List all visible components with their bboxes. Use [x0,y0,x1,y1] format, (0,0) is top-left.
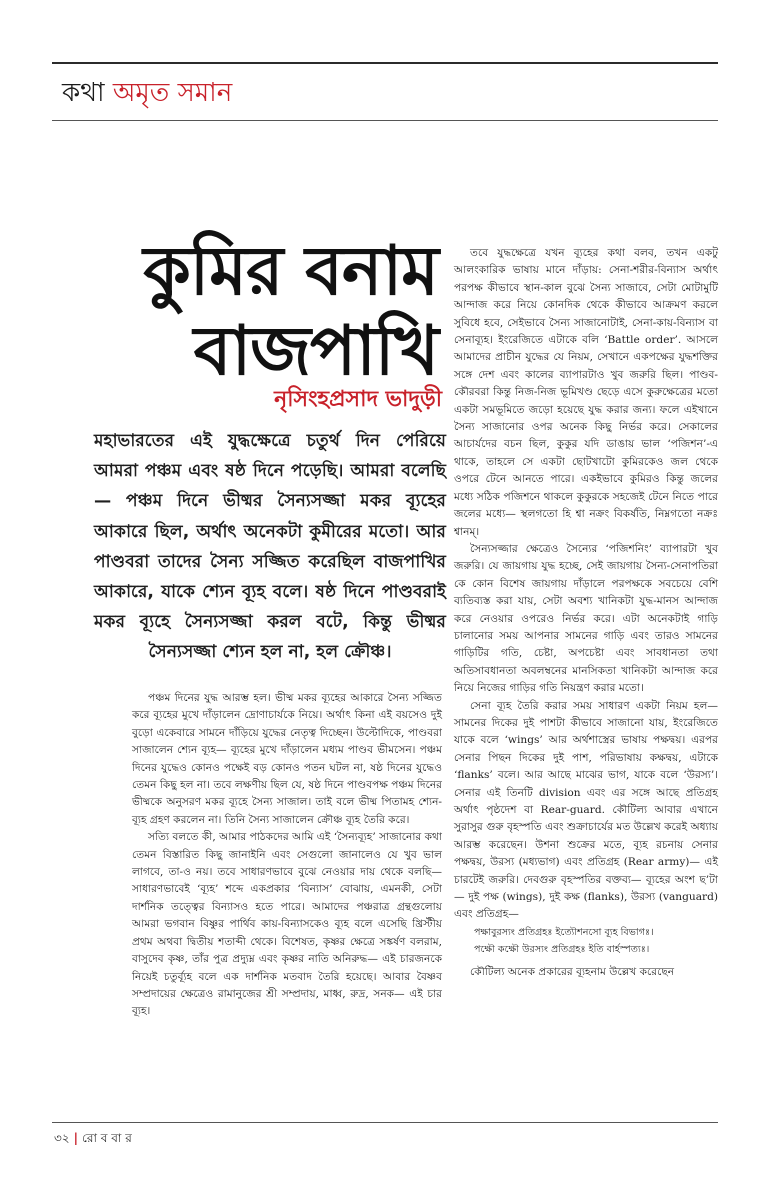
right-paragraph-2: সৈন্যসজ্জার ক্ষেত্রেও সৈন্যের ‘পজিশনিং’ ব্যাপারটা খুব জরুরি। যে জায়গায় যুদ্ধ হচ্ছে, সেই জায়গায় সৈন্য-সেনাপতিরা কে কোন বিশেষ জায়গায় দাঁড়ালে পরপক্ষকে সবচেয়ে বেশি ব্যতিব্যস্ত করা যায়, সেটা অবশ্য খানিকটা যুদ্ধ-মানস আন্দাজ করে নেওয়ার ওপরেও নির্ভর করে। এটা অনেকটাই গাড়ি চালানোর সময় আপনার সামনের গাড়ি এবং তারও সামনের গাড়িটির গতি, চেষ্টা, অপচেষ্টা এবং সাবধানতা তথা অতিসাবধানতা অবলম্বনের মানসিকতা খানিকটা আন্দাজ করে নিয়ে নিজের গাড়ির গতি নিয়ন্ত্রণ করার মতো। [454,542,718,695]
article-intro: মহাভারতের এই যুদ্ধক্ষেত্রে চতুর্থ দিন পেরিয়ে আমরা পঞ্চম এবং ষষ্ঠ দিনে পড়েছি। আমরা বলেছি— পঞ্চম দিনে ভীষ্মর সৈন্যসজ্জা মকর ব্যূহের আকারে ছিল, অর্থাৎ অনেকটা কুমীরের মতো। আর পাণ্ডবরা তাদের সৈন্য সজ্জিত করেছিল বাজপাখির আকারে, যাকে শ্যেন ব্যূহ বলে। ষষ্ঠ দিনে পাণ্ডবরাই মকর ব্যূহে সৈন্যসজ্জা করল বটে, কিন্তু ভীষ্মর সৈন্যসজ্জা শ্যেন হল না, হল ক্রৌঞ্চ। [94,431,446,663]
top-rule-thin [52,120,718,121]
page-number: ৩২ [54,1131,70,1145]
section-title [62,78,232,108]
magazine-name: রো ব বা র [82,1131,132,1145]
verse-line-2: পক্ষৌ কক্ষৌ উরস্যং প্রতিগ্রহঃ ইতি বার্হস্পত্যঃ। [474,943,650,955]
verse-line-1: পক্ষাবুরস্যং প্রতিগ্রহঃ ইত্যৌশনসো ব্যূহ বিভাগঃ। [474,926,654,938]
right-paragraph-1: তবে যুদ্ধক্ষেত্রে যখন ব্যূহের কথা বলব, তখন একটু আলংকারিক ভাষায় মানে দাঁড়ায়: সেনা-শরীর-বিন্যাস অর্থাৎ পরপক্ষ কীভাবে স্থান-কাল বুঝে সৈন্য সাজাবে, সেটা মোটামুটি আন্দাজ করে নিয়ে কোনদিক থেকে কীভাবে আক্রমণ করলে সুবিধে হবে, সেইভাবে সৈন্য সাজানোটাই, সেনা-কায়-বিন্যাস বা সেনাব্যূহ। ইংরেজিতে এটাকে বলি ‘Battle order’. আসলে আমাদের প্রাচীন যুদ্ধের যে নিয়ম, সেখানে একপক্ষের যুদ্ধশক্তির সঙ্গে দেশ এবং কালের ব্যাপারটাও খুব জরুরি ছিল। পাণ্ডব-কৌরবরা কিন্তু নিজ-নিজ ভূমিখণ্ড ছেড়ে এসে কুরুক্ষেত্রের মতো একটা সমভূমিতে জড়ো হয়েছে যুদ্ধ করার জন্য। ফলে এইখানে সৈন্য সাজানোর ওপর অনেক কিছু নির্ভর করে। সেকালের আচার্যদের বচন ছিল, কুকুর যদি ডাঙায় ভাল ‘পজিশন’-এ থাকে, তাহলে সে একটা ছোটখাটো কুমিরকেও জল থেকে ওপরে টেনে আনতে পারে। একইভাবে কুমিরও কিন্তু জলের মধ্যে সঠিক পজিশনে থাকলে কুকুরকে সহজেই টেনে নিতে পারে জলের মধ্যে— স্থলগতো হি শ্বা নক্রং বিকর্ষতি, নিম্নগতো নক্রঃ শ্বানম্। [454,247,718,538]
page-footer [54,1130,132,1150]
article-title: কুমির বনাম বাজপাখি [143,232,438,391]
top-rule [52,62,718,64]
bottom-rule [52,1122,718,1123]
left-column [132,690,442,1021]
closing-line: কৌটিল্য অনেক প্রকারের ব্যূহনাম উল্লেখ করেছেন [470,965,675,978]
footer-separator: | [73,1131,78,1145]
left-paragraph-1: পঞ্চম দিনের যুদ্ধ আরম্ভ হল। ভীষ্ম মকর ব্যূহের আকারে সৈন্য সজ্জিত করে ব্যূহের মুখে দাঁড়ালেন দ্রোণাচার্যকে নিয়ে। অর্থাৎ কিনা এই বয়সেও দুই বুড়ো একেবারে সামনে দাঁড়িয়ে যুদ্ধের নেতৃত্ব দিচ্ছেন। উল্টোদিকে, পাণ্ডবরা সাজালেন শ্যেন ব্যূহ— ব্যূহের মুখে দাঁড়ালেন মধ্যম পাণ্ডব ভীমসেন। পঞ্চম দিনের যুদ্ধেও কোনও পক্ষেই বড় কোনও পতন ঘটল না, ষষ্ঠ দিনের যুদ্ধেও তেমন কিছু হল না। তবে লক্ষণীয় ছিল যে, ষষ্ঠ দিনে পাণ্ডবপক্ষ পঞ্চম দিনের ভীষ্মকে অনুসরণ মকর ব্যূহে সৈন্য সাজাল। তাই বলে ভীষ্ম পিতামহ শ্যেন- ব্যূহ গ্রহণ করলেন না। তিনি সৈন্য সাজালেন ক্রৌঞ্চ ব্যূহ তৈরি করে। [132,692,442,826]
right-paragraph-3: সেনা ব্যূহ তৈরি করার সময় সাধারণ একটা নিয়ম হল— সামনের দিকের দুই পাশটা কীভাবে সাজানো যায়, ইংরেজিতে যাকে বলে ‘wings’ আর অর্থশাস্ত্রের ভাষায় পক্ষদ্বয়। এরপর সেনার পিছন দিকের দুই পাশ, পরিভাষায় কক্ষদ্বয়, এটাকে ‘flanks’ বলে। আর আছে মাঝের ভাগ, যাকে বলে ‘উরস্য’। সেনার এই তিনটি division এবং এর সঙ্গে আছে প্রতিগ্রহ অর্থাৎ পৃষ্ঠদেশ বা Rear-guard. কৌটিল্য আবার এখানে সুরাসুর গুরু বৃহস্পতি এবং শুক্রাচার্যের মত উল্লেখ করেই অধ্যায় আরম্ভ করেছেন। উশনা শুক্রের মতে, ব্যূহ রচনায় সেনার পক্ষদ্বয়, উরস্য (মধ্যভাগ) এবং প্রতিগ্রহ (Rear army)— এই চারটেই জরুরি। দেবগুরু বৃহস্পতির বক্তব্য— ব্যূহের অংশ ছ’টা— দুই পক্ষ (wings), দুই কক্ষ (flanks), উরস্য (vanguard) এবং প্রতিগ্রহ— [454,699,718,921]
section-word-1: কথা [62,78,105,108]
right-column [454,245,718,981]
section-word-2: অমৃত সমান [112,78,233,108]
article-author: নৃসিংহপ্রসাদ ভাদুড়ী [274,387,442,412]
left-paragraph-2: সত্যি বলতে কী, আমার পাঠকদের আমি এই ‘সৈন্যব্যূহ’ সাজানোর কথা তেমন বিস্তারিত কিছু জানাইনি এবং সেগুলো জানালেও যে খুব ভাল লাগবে, তা-ও নয়। তবে সাধারণভাবে বুঝে নেওয়ার দায় থেকে বলছি— সাধারণভাবেই ‘ব্যূহ’ শব্দে একপ্রকার ‘বিন্যাস’ বোঝায়, এমনকী, সেটা দার্শনিক তত্ত্বের বিন্যাসও হতে পারে। আমাদের পঞ্চরাত্র গ্রন্থগুলোয় আমরা ভগবান বিষ্ণুর পার্থিব কায়-বিন্যাসকেও ব্যূহ বলে এসেছি খ্রিস্টীয় প্রথম অথবা দ্বিতীয় শতাব্দী থেকে। বিশেষত, কৃষ্ণর ক্ষেত্রে সঙ্কর্ষণ বলরাম, বাসুদেব কৃষ্ণ, তাঁর পুত্র প্রদ্যুম্ন এবং কৃষ্ণর নাতি অনিরুদ্ধ— এই চারজনকে নিয়েই চতুর্ব্যূহ বলে এক দার্শনিক মতবাদ তৈরি হয়েছে। আবার বৈষ্ণব সম্প্রদায়ের ক্ষেত্রেও রামানুজের শ্রী সম্প্রদায়, মাধ্ব, রুদ্র, সনক— এই চার ব্যূহ। [132,831,442,1018]
